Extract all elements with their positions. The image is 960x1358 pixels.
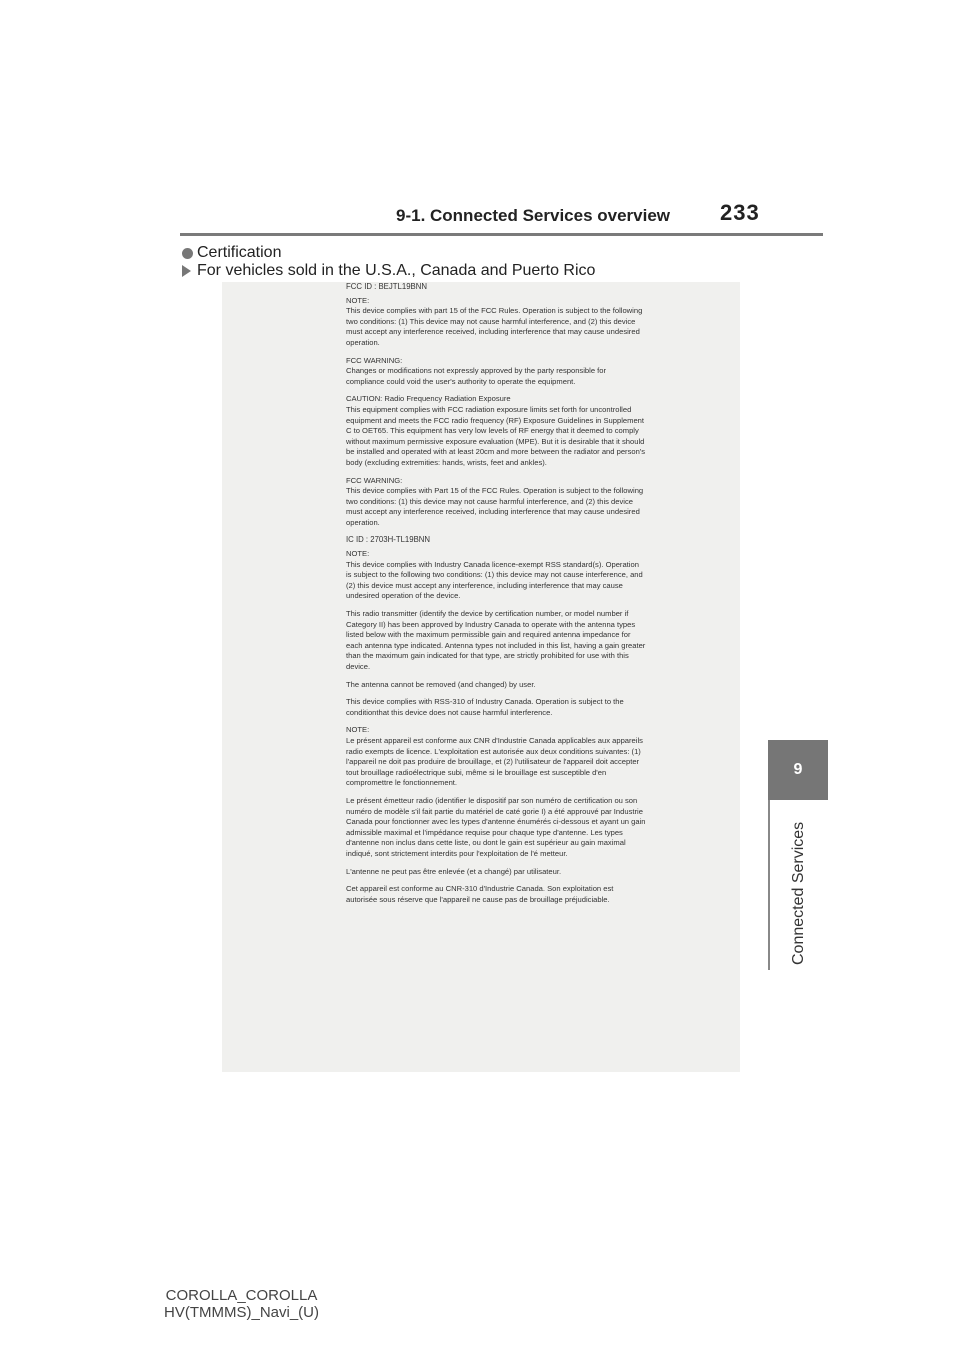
- certification-label-image: [222, 282, 740, 1072]
- label-note-fr: NOTE: Le présent appareil est conforme aux CNR d'Industrie Canada applicables aux appareils radio exempts de licence. L'exploitation est autorisée aux deux conditions suivantes: (1) l'appareil ne doit pas produire de brouillage, et (2) l'utilisateur de l'appareil doit accepter tout brouillage radioélectrique subi, même si le brouillage est susceptible d'en compromettre le fonctionnement.: [346, 725, 643, 788]
- chapter-tab-label: Connected Services: [790, 821, 807, 965]
- certification-heading-text: Certification: [197, 244, 282, 261]
- certification-heading: [182, 244, 281, 262]
- region-subheading-text: For vehicles sold in the U.S.A., Canada and Puerto Rico: [197, 262, 596, 279]
- label-rss310: This device complies with RSS-310 of Industry Canada. Operation is subject to the conditionthat this device does not cause harmful interference.: [346, 697, 624, 717]
- label-antenna: The antenna cannot be removed (and changed) by user.: [346, 679, 536, 689]
- bullet-circle-icon: [182, 248, 193, 259]
- certification-label-text: [346, 282, 646, 912]
- footer-line-2: HV(TMMMS)_Navi_(U): [164, 1304, 319, 1321]
- label-radio-transmitter: This radio transmitter (identify the device by certification number, or model number if Category II) has been approved by Industry Canada to operate with the antenna types listed below with the maximum permissible gain and required antenna impedance for each antenna type indicated. Antenna types not included in this list, having a gain greater than the maximum gain indicated for that type, are strictly prohibited for use with this device.: [346, 609, 646, 671]
- ic-id: IC ID : 2703H-TL19BNN: [346, 535, 431, 545]
- footer-line-1: COROLLA_COROLLA: [165, 1287, 318, 1304]
- label-rf-caution: CAUTION: Radio Frequency Radiation Exposure This equipment complies with FCC radiation exposure limits set forth for uncontrolled equipment and meets the FCC radio frequency (RF) Exposure Guidelines in Supplement C to OET65. This equipment has very low levels of RF energy that it deemed to comply without maximum permissive exposure evaluation (MPE). But it is desirable that it should be installed and operated with at least 20cm and more between the radiator and person's body (excluding extremities: hands, wrists, feet and ankles).: [346, 394, 646, 467]
- label-fcc-warning-1: FCC WARNING: Changes or modifications not expressly approved by the party responsible for compliance could void the user's authority to operate the equipment.: [346, 355, 607, 386]
- label-antenne-fr: L'antenne ne peut pas être enlevée (et a changé) par utilisateur.: [346, 866, 562, 876]
- label-emetteur-fr: Le présent émetteur radio (identifier le dispositif par son numéro de certification ou son numéro de modèle s'il fait partie du matériel de caté gorie I) a été approuvé par Industrie Canada pour fonctionner avec les types d'antenne énumérés ci-dessous et ayant un gain admissible maximal et l'impédance requise pour chaque type d'antenne. Les types d'antenne non inclus dans cette liste, ou dont le gain est supérieur au gain maximal indiqué, sont strictement interdits pour l'exploitation de l'é metteur.: [346, 795, 646, 858]
- label-cnr310-fr: Cet appareil est conforme au CNR-310 d'Industrie Canada. Son exploitation est autorisée sous réserve que l'appareil ne cause pas de brouillage préjudiciable.: [346, 884, 614, 904]
- header-rule: [180, 233, 823, 236]
- label-note-ic: NOTE: This device complies with Industry Canada licence-exempt RSS standard(s). Operation is subject to the following two conditions: (1) this device may not cause interference, and (2) this device must accept any interference, including interference that may cause undesired operation of the device.: [346, 549, 643, 601]
- page-number: 233: [720, 200, 760, 225]
- fcc-id: FCC ID : BEJTL19BNN: [346, 282, 428, 291]
- section-title: 9-1. Connected Services overview: [396, 206, 671, 225]
- chapter-tab-number[interactable]: 9: [768, 740, 828, 800]
- region-subheading: [182, 262, 595, 280]
- label-fcc-warning-2: FCC WARNING: This device complies with Part 15 of the FCC Rules. Operation is subject to the following two conditions: (1) this device may not cause harmful interference, and (2) this device must accept any interference received, including interference that may cause undesired operation.: [346, 475, 644, 527]
- footer-model-code: [164, 1287, 319, 1321]
- triangle-right-icon: [182, 265, 191, 277]
- label-note-fcc: NOTE: This device complies with part 15 of the FCC Rules. Operation is subject to the following two conditions: (1) This device may not cause harmful interference, and (2) this device must accept any interference received, including interference that may cause undesired operation.: [346, 295, 643, 347]
